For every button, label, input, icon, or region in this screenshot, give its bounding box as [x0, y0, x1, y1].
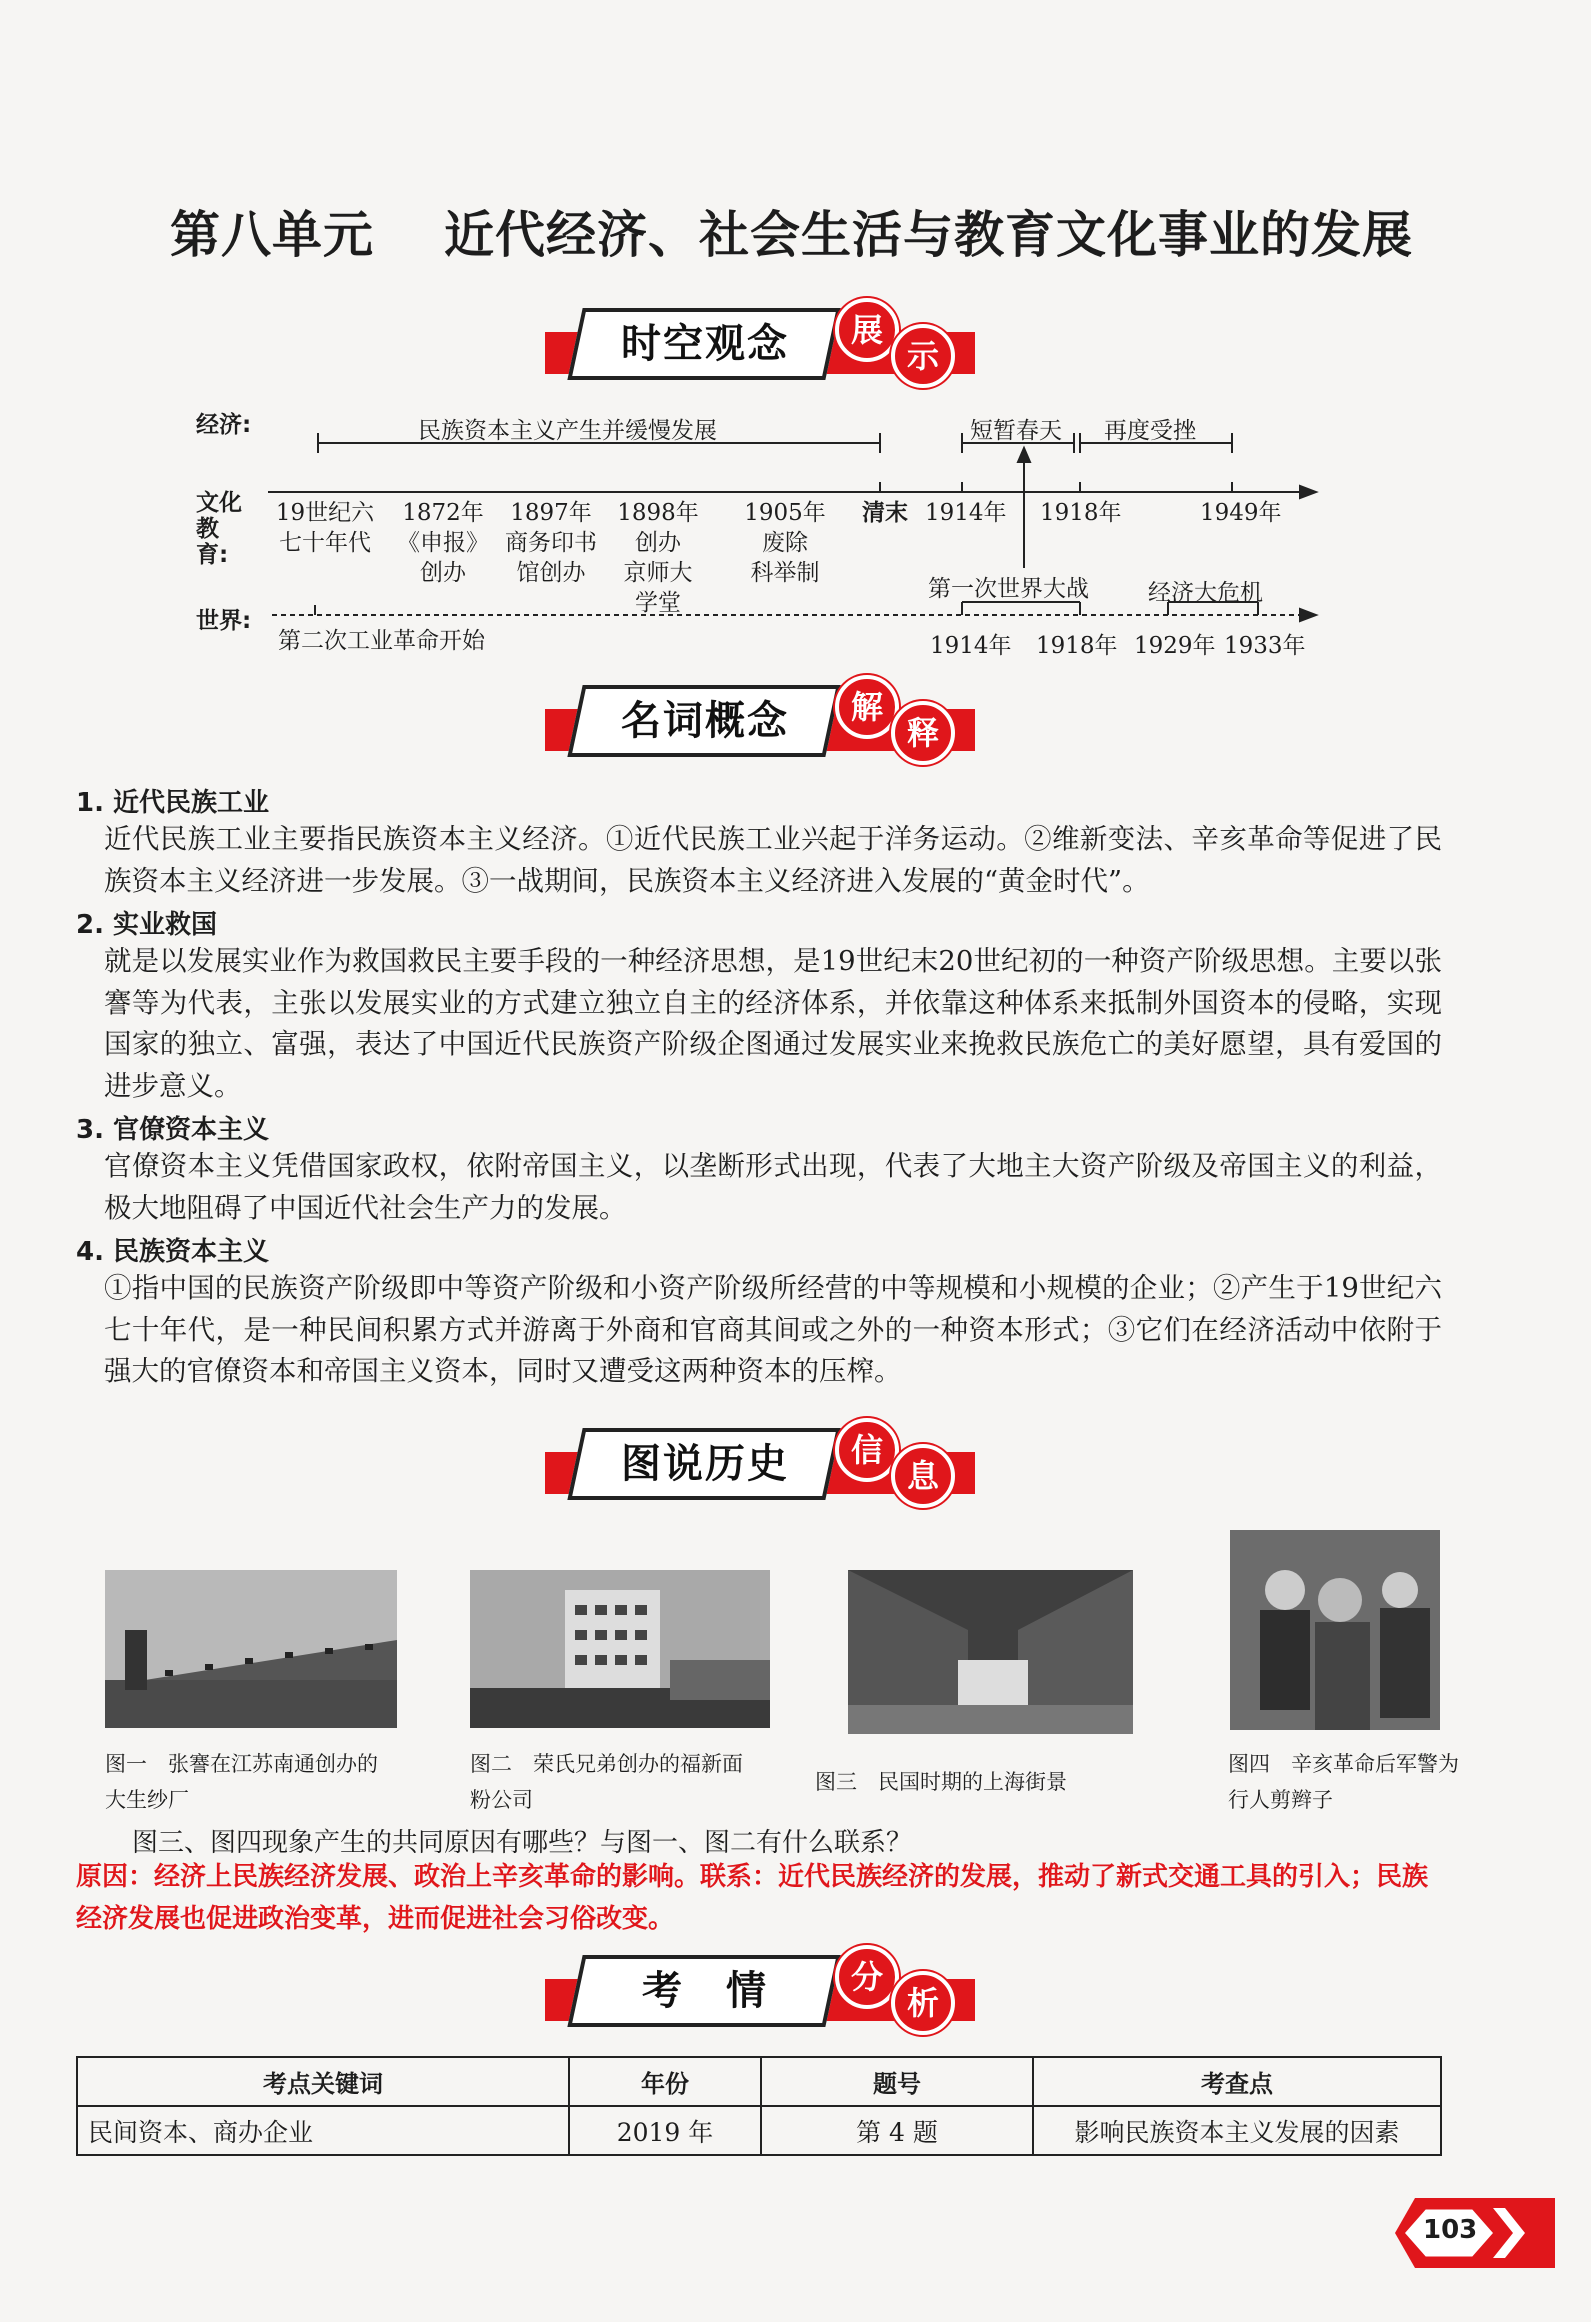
concept-body: 近代民族工业主要指民族资本主义经济。①近代民族工业兴起于洋务运动。②维新变法、辛亥革命等促进了民族资本主义经济进一步发展。③一战期间，民族资本主义经济进入发展的“黄金时代”。: [104, 823, 1442, 897]
culture-item-mid: 废除: [762, 530, 808, 556]
banner-exam: [545, 1945, 975, 2035]
world-start: 第二次工业革命开始: [278, 628, 485, 654]
culture-item: [855, 498, 915, 528]
culture-item-mid: 《申报》: [397, 530, 489, 556]
culture-item-top: 1898年: [617, 500, 699, 526]
culture-item: [608, 498, 708, 618]
culture-item-mid: 商务印书: [505, 530, 597, 556]
banner-concepts-char2: 释: [891, 701, 955, 765]
culture-item: [925, 498, 1005, 528]
culture-item-bottom: 科举制: [750, 560, 820, 586]
culture-item-top: 19世纪六: [275, 500, 375, 526]
world-year: 1918年: [1036, 633, 1118, 659]
table-header: 题号: [761, 2057, 1033, 2106]
banner-exam-name: 考 情: [642, 1968, 768, 2014]
concept-heading: 4. 民族资本主义: [76, 1237, 270, 1267]
culture-item-mid: 创办: [635, 530, 681, 556]
table-header: 年份: [569, 2057, 761, 2106]
culture-item: [388, 498, 498, 588]
photo-factory: [105, 1570, 397, 1728]
timeline-label-economy: 经济:: [196, 412, 252, 438]
page-number-badge: [1375, 2198, 1555, 2268]
concept-item: [76, 904, 1442, 1107]
world-note-crisis: 经济大危机: [1148, 580, 1263, 606]
economy-span-3: 再度受挫: [1104, 418, 1196, 444]
economy-span-2: 短暂春天: [970, 418, 1062, 444]
culture-item-mid: 京师大: [623, 560, 693, 586]
exam-table: [76, 2056, 1442, 2156]
banner-pictures-char1: 信: [835, 1418, 899, 1482]
banner-concepts-char1: 解: [835, 675, 899, 739]
concept-body: 官僚资本主义凭借国家政权，依附帝国主义，以垄断形式出现，代表了大地主大资产阶级及帝国主义的利益，极大地阻碍了中国近代社会生产力的发展。: [104, 1150, 1442, 1224]
photo-mill: [470, 1570, 770, 1728]
concept-body: ①指中国的民族资产阶级即中等资产阶级和小资产阶级所经营的中等规模和小规模的企业；②产生于19世纪六七十年代，是一种民间积累方式并游离于外商和官商其间或之外的一种资本形式；③它们在经济活动中依附于强大的官僚资本和帝国主义资本，同时又遭受这两种资本的压榨。: [104, 1272, 1442, 1387]
banner-timeline-char2: 示: [891, 324, 955, 388]
banner-concepts: [545, 675, 975, 765]
photo-caption: 图三 民国时期的上海街景: [815, 1770, 1067, 1794]
banner-concepts-name: 名词概念: [621, 698, 789, 744]
world-year: 1929年: [1134, 633, 1216, 659]
concept-body: 就是以发展实业作为救国救民主要手段的一种经济思想，是19世纪末20世纪初的一种资产阶级思想。主要以张謇等为代表，主张以发展实业的方式建立独立自主的经济体系，并依靠这种体系来抵制外国资本的侵略，实现国家的独立、富强，表达了中国近代民族资产阶级企图通过发展实业来挽救民族危亡的美好愿望，具有爱国的进步意义。: [104, 945, 1442, 1102]
culture-item-bottom: 馆创办: [516, 560, 586, 586]
table-cell: 2019 年: [569, 2106, 761, 2155]
timeline-label-world: 世界:: [196, 608, 252, 634]
concept-heading: 2. 实业救国: [76, 910, 218, 940]
table-header-row: [77, 2057, 1441, 2106]
culture-item: [1040, 498, 1120, 528]
culture-item-top: 1918年: [1040, 500, 1122, 526]
culture-item: [270, 498, 380, 558]
culture-item-top: 1914年: [925, 500, 1007, 526]
banner-pictures-name: 图说历史: [621, 1441, 789, 1487]
world-year: 1933年: [1224, 633, 1306, 659]
table-header: 考点关键词: [77, 2057, 569, 2106]
world-year: 1914年: [930, 633, 1012, 659]
culture-item: [496, 498, 606, 588]
banner-exam-char1: 分: [835, 1945, 899, 2009]
culture-item: [730, 498, 840, 588]
concept-heading: 3. 官僚资本主义: [76, 1115, 270, 1145]
banner-timeline-name: 时空观念: [621, 321, 789, 367]
culture-item-bottom: 学堂: [635, 590, 681, 616]
photo-street: [848, 1570, 1133, 1734]
table-cell: 影响民族资本主义发展的因素: [1033, 2106, 1441, 2155]
concept-heading: 1. 近代民族工业: [76, 788, 270, 818]
concept-list: [76, 782, 1442, 1393]
culture-item-top: 1905年: [744, 500, 826, 526]
table-cell: 民间资本、商办企业: [77, 2106, 569, 2155]
page-number: 103: [1423, 2215, 1478, 2245]
table-header: 考查点: [1033, 2057, 1441, 2106]
concept-item: [76, 782, 1442, 902]
photo-caption: 图四 辛亥革命后军警为行人剪辫子: [1228, 1752, 1459, 1812]
unit-label: 第八单元: [170, 206, 374, 264]
economy-span-1: 民族资本主义产生并缓慢发展: [418, 418, 717, 444]
culture-item-bottom: 创办: [420, 560, 466, 586]
banner-exam-char2: 析: [891, 1971, 955, 2035]
picture-answer: 原因：经济上民族经济发展、政治上辛亥革命的影响。联系：近代民族经济的发展，推动了新式交通工具的引入；民族经济发展也促进政治变革，进而促进社会习俗改变。: [76, 1862, 1429, 1934]
banner-pictures: [545, 1418, 975, 1508]
picture-question: 图三、图四现象产生的共同原因有哪些？与图一、图二有什么联系？: [132, 1828, 913, 1858]
photo-queue-cutting: [1230, 1530, 1440, 1730]
banner-pictures-char2: 息: [891, 1444, 955, 1508]
culture-item-top: 1897年: [510, 500, 592, 526]
culture-item-bottom: 七十年代: [279, 530, 371, 556]
photo-caption: 图二 荣氏兄弟创办的福新面粉公司: [470, 1752, 743, 1812]
culture-item-top: 1949年: [1200, 500, 1282, 526]
banner-timeline-char1: 展: [835, 298, 899, 362]
unit-title: 近代经济、社会生活与教育文化事业的发展: [444, 206, 1413, 264]
culture-item: [1200, 498, 1280, 528]
culture-item-top: 清末: [862, 499, 908, 526]
timeline-label-culture: 文化 教育:: [196, 490, 242, 568]
table-cell: 第 4 题: [761, 2106, 1033, 2155]
photo-caption: 图一 张謇在江苏南通创办的大生纱厂: [105, 1752, 378, 1812]
timeline-lines: [0, 0, 1591, 700]
culture-item-top: 1872年: [402, 500, 484, 526]
concept-item: [76, 1109, 1442, 1229]
concept-item: [76, 1231, 1442, 1393]
table-row: [77, 2106, 1441, 2155]
world-note-wwi: 第一次世界大战: [928, 576, 1089, 602]
